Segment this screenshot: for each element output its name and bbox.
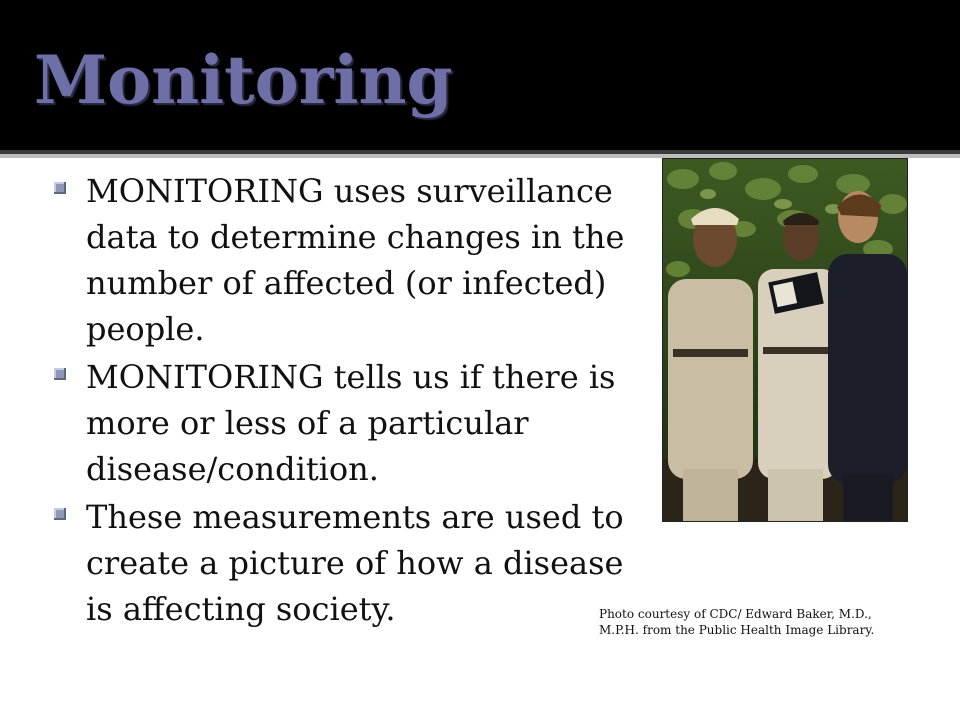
photo-credit — [599, 606, 899, 638]
bullet-item — [52, 168, 642, 352]
photo-credit-line: M.P.H. from the Public Health Image Library. — [599, 623, 875, 637]
square-bullet-icon — [54, 368, 66, 380]
square-bullet-icon — [54, 182, 66, 194]
title-bar — [0, 0, 960, 150]
photo-credit-line: Photo courtesy of CDC/ Edward Baker, M.D., — [599, 607, 872, 621]
bullet-list — [52, 168, 642, 634]
bullet-text: MONITORING tells us if there is more or less of a particular disease/condition. — [86, 358, 616, 488]
square-bullet-icon — [54, 508, 66, 520]
bullet-text: These measurements are used to create a picture of how a disease is affecting society. — [86, 498, 624, 628]
slide-title: Monitoring — [34, 41, 453, 119]
bullet-item — [52, 354, 642, 492]
photo-illustration — [663, 159, 907, 521]
bullet-text: MONITORING uses surveillance data to determine changes in the number of affected (or infected) people. — [86, 172, 625, 348]
field-photo — [662, 158, 908, 522]
bullet-item — [52, 494, 642, 632]
